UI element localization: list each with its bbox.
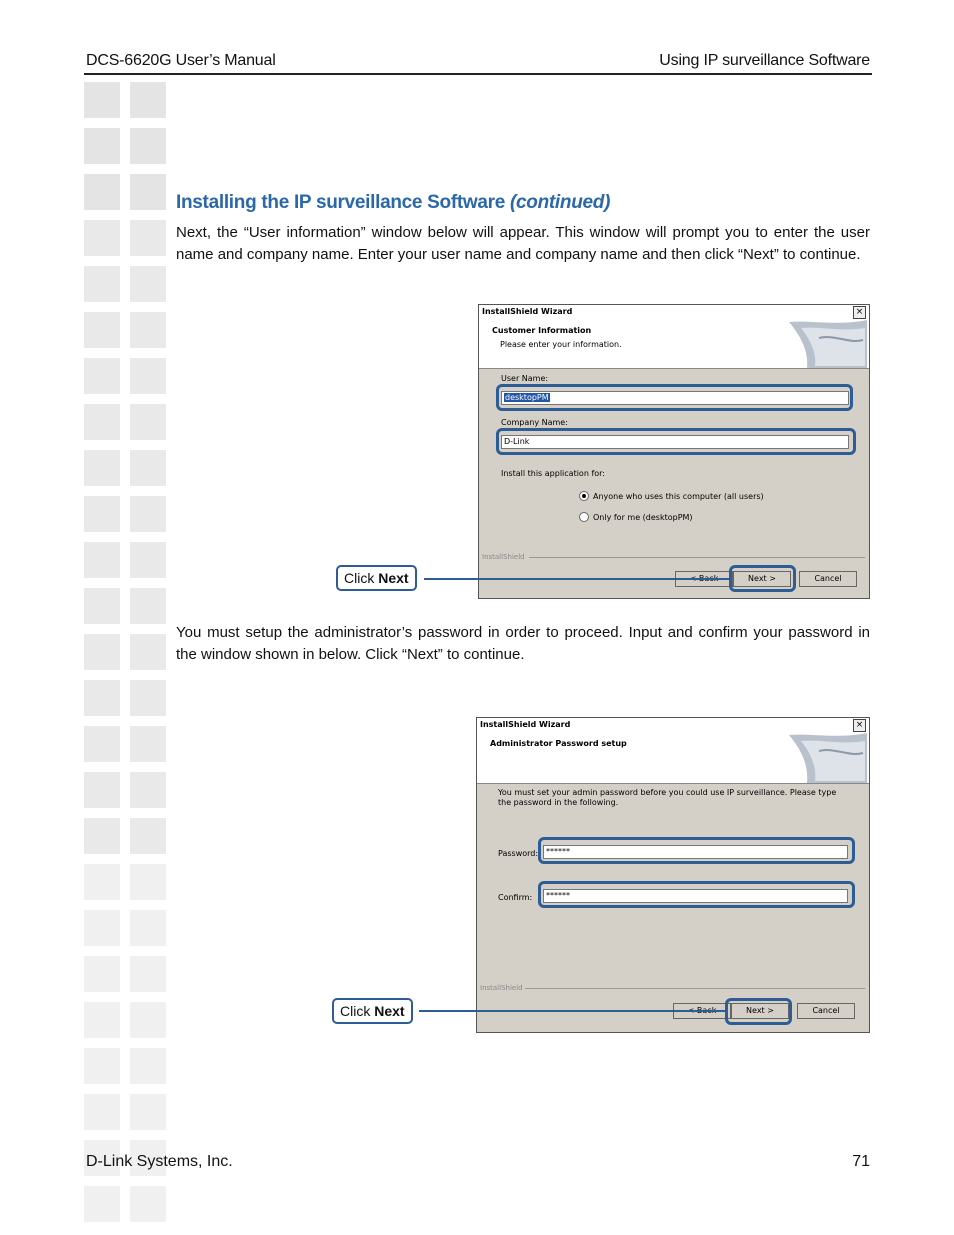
decorative-square bbox=[84, 266, 120, 302]
callout-bold: Next bbox=[378, 570, 409, 586]
decorative-square bbox=[130, 1186, 166, 1222]
decorative-square bbox=[84, 174, 120, 210]
decorative-square bbox=[130, 1094, 166, 1130]
decorative-square bbox=[84, 956, 120, 992]
decorative-square bbox=[130, 864, 166, 900]
decorative-square bbox=[130, 450, 166, 486]
radio-all-users-label: Anyone who uses this computer (all users) bbox=[593, 492, 764, 501]
decorative-square bbox=[130, 726, 166, 762]
decorative-square bbox=[84, 220, 120, 256]
page-number: 71 bbox=[852, 1153, 870, 1170]
dialog-subheading: Please enter your information. bbox=[500, 340, 622, 349]
decorative-square bbox=[130, 588, 166, 624]
dialog-titlebar bbox=[479, 305, 869, 321]
decorative-square bbox=[130, 312, 166, 348]
next-button[interactable]: Next > bbox=[731, 1003, 789, 1019]
decorative-square bbox=[130, 128, 166, 164]
click-next-callout bbox=[336, 565, 417, 591]
section-title-suffix: (continued) bbox=[510, 192, 611, 213]
group-divider bbox=[525, 988, 865, 989]
radio-only-me[interactable] bbox=[579, 512, 589, 522]
installshield-brand: InstallShield bbox=[480, 984, 523, 992]
installshield-graphic-icon bbox=[779, 320, 869, 368]
user-name-value: desktopPM bbox=[505, 393, 549, 402]
decorative-square bbox=[130, 82, 166, 118]
company-name-highlight bbox=[496, 428, 856, 455]
user-name-label: User Name: bbox=[501, 374, 549, 383]
paragraph-user-info: Next, the “User information” window below will appear. This window will prompt you to enter the user name and company name. Enter your user name and company name and then click “Next” to continue. bbox=[176, 224, 870, 263]
decorative-square bbox=[130, 496, 166, 532]
decorative-square bbox=[84, 1094, 120, 1130]
decorative-square bbox=[84, 726, 120, 762]
decorative-square bbox=[84, 588, 120, 624]
company-name-label: Company Name: bbox=[501, 418, 568, 427]
decorative-square bbox=[84, 358, 120, 394]
password-label: Password: bbox=[498, 849, 539, 858]
confirm-field[interactable]: ****** bbox=[543, 889, 848, 903]
password-field[interactable]: ****** bbox=[543, 845, 848, 859]
installshield-graphic-icon bbox=[779, 733, 869, 783]
decorative-square bbox=[130, 910, 166, 946]
user-name-highlight bbox=[496, 384, 853, 411]
install-for-label: Install this application for: bbox=[501, 469, 605, 478]
decorative-square bbox=[84, 1186, 120, 1222]
company-name-field[interactable]: D-Link bbox=[501, 435, 849, 449]
next-button-highlight bbox=[725, 998, 792, 1025]
confirm-label: Confirm: bbox=[498, 893, 533, 902]
dialog-banner bbox=[477, 733, 869, 784]
decorative-square bbox=[130, 818, 166, 854]
decorative-square bbox=[84, 772, 120, 808]
decorative-square bbox=[84, 450, 120, 486]
dialog-description: You must set your admin password before you could use IP surveillance. Please type the password in the following. bbox=[498, 788, 837, 807]
decorative-square bbox=[84, 312, 120, 348]
decorative-square bbox=[84, 634, 120, 670]
close-icon[interactable]: × bbox=[853, 306, 866, 319]
confirm-highlight bbox=[538, 881, 855, 908]
decorative-square bbox=[84, 864, 120, 900]
callout-prefix: Click bbox=[340, 1003, 371, 1019]
next-button-highlight bbox=[729, 565, 796, 592]
callout-prefix: Click bbox=[344, 570, 375, 586]
close-icon[interactable]: × bbox=[853, 719, 866, 732]
decorative-square bbox=[130, 358, 166, 394]
decorative-square bbox=[84, 910, 120, 946]
section-title bbox=[176, 192, 610, 214]
cancel-button[interactable]: Cancel bbox=[797, 1003, 855, 1019]
callout-connector bbox=[419, 1010, 725, 1012]
header-section-title: Using IP surveillance Software bbox=[659, 52, 870, 69]
click-next-callout bbox=[332, 998, 413, 1024]
password-highlight bbox=[538, 837, 855, 864]
decorative-square bbox=[84, 128, 120, 164]
decorative-square bbox=[130, 174, 166, 210]
section-title-text: Installing the IP surveillance Software bbox=[176, 192, 506, 213]
callout-connector bbox=[424, 578, 729, 580]
decorative-square bbox=[84, 1048, 120, 1084]
decorative-square bbox=[130, 634, 166, 670]
decorative-square bbox=[130, 680, 166, 716]
dialog-title: InstallShield Wizard bbox=[480, 720, 571, 729]
dialog-titlebar bbox=[477, 718, 869, 734]
decorative-square bbox=[130, 772, 166, 808]
decorative-square bbox=[84, 404, 120, 440]
radio-only-me-label: Only for me (desktopPM) bbox=[593, 513, 693, 522]
header-manual-title: DCS-6620G User’s Manual bbox=[86, 52, 276, 69]
dialog-heading: Administrator Password setup bbox=[490, 739, 627, 748]
radio-all-users[interactable] bbox=[579, 491, 589, 501]
callout-bold: Next bbox=[374, 1003, 405, 1019]
admin-password-dialog bbox=[476, 717, 870, 1033]
decorative-square bbox=[130, 404, 166, 440]
decorative-square bbox=[84, 542, 120, 578]
dialog-title: InstallShield Wizard bbox=[482, 307, 573, 316]
decorative-squares bbox=[84, 82, 174, 1235]
group-divider bbox=[529, 557, 865, 558]
decorative-square bbox=[130, 1048, 166, 1084]
decorative-square bbox=[130, 266, 166, 302]
paragraph-admin-password: You must setup the administrator’s password in order to proceed. Input and confirm your password in the window shown in below. Click “Next” to continue. bbox=[176, 624, 870, 663]
dialog-banner bbox=[479, 320, 869, 369]
next-button[interactable]: Next > bbox=[733, 571, 791, 587]
cancel-button[interactable]: Cancel bbox=[799, 571, 857, 587]
footer-company: D-Link Systems, Inc. bbox=[86, 1153, 233, 1170]
installshield-brand: InstallShield bbox=[482, 553, 525, 561]
decorative-square bbox=[130, 956, 166, 992]
header-rule bbox=[84, 73, 872, 75]
decorative-square bbox=[84, 82, 120, 118]
decorative-square bbox=[130, 220, 166, 256]
decorative-square bbox=[130, 542, 166, 578]
decorative-square bbox=[130, 1002, 166, 1038]
decorative-square bbox=[84, 496, 120, 532]
decorative-square bbox=[84, 818, 120, 854]
decorative-square bbox=[84, 1002, 120, 1038]
dialog-heading: Customer Information bbox=[492, 326, 592, 335]
decorative-square bbox=[84, 680, 120, 716]
